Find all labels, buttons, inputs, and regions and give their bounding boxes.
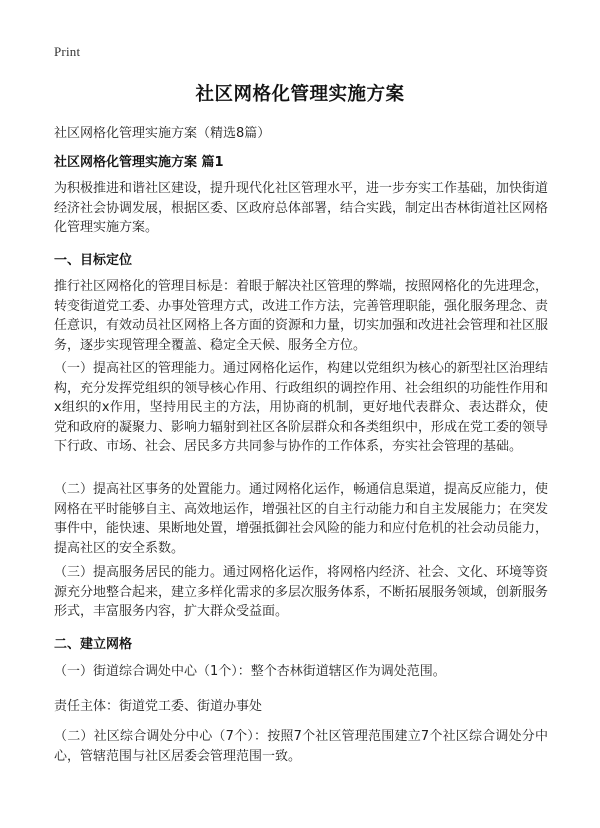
- goals-paragraph: 推行社区网格化的管理目标是：着眼于解决社区管理的弊端，按照网格化的先进理念，转变街道党工委、办事处管理方式，改进工作方法，完善管理职能，强化服务理念、责任意识，有效动员社区网格上各方面的资源和力量，切实加强和改进社会管理和社区服务，逐步实现管理全覆盖、稳定全天候、服务全方位。: [54, 279, 549, 353]
- section-heading-grid: 二、建立网格: [54, 637, 133, 652]
- goals-item-affairs: （二）提高社区事务的处置能力。通过网格化运作，畅通信息渠道，提高反应能力，使网格在平时能够自主、高效地运作，增强社区的自主行动能力和自主发展能力；在突发事件中，能快速、果断地处置，增强抵御社会风险的能力和应付危机的社会动员能力，提高社区的安全系数。: [54, 482, 549, 556]
- intro-paragraph: 为积极推进和谐社区建设，提升现代化社区管理水平，进一步夯实工作基础，加快街道经济社会协调发展，根据区委、区政府总体部署，结合实践，制定出杏林街道社区网格化管理实施方案。: [54, 181, 549, 236]
- grid-item-street-center: （一）街道综合调处中心（1个）：整个杏林街道辖区作为调处范围。: [54, 664, 446, 679]
- grid-item-community-center: （二）社区综合调处分中心（7个）：按照7个社区管理范围建立7个社区综合调处分中心，管辖范围与社区居委会管理范围一致。: [54, 729, 548, 764]
- document-title: 社区网格化管理实施方案: [195, 84, 405, 105]
- section-heading-goals: 一、目标定位: [54, 253, 133, 268]
- print-link[interactable]: Print: [54, 44, 81, 59]
- goals-item-management: （一）提高社区的管理能力。通过网格化运作，构建以党组织为核心的新型社区治理结构，充分发挥党组织的领导核心作用、行政组织的调控作用、社会组织的功能性作用和x组织的x作用，坚持用民主的方法，用协商的机制，更好地代表群众、表达群众，使党和政府的凝聚力、影响力辐射到社区各阶层群众和各类组织中，形成在党工委的领导下行政、市场、社会、居民多方共同参与协作的工作体系，夯实社会管理的基础。: [54, 361, 549, 455]
- grid-responsibility: 责任主体：街道党工委、街道办事处: [54, 699, 263, 714]
- document-subtitle: 社区网格化管理实施方案（精选8篇）: [54, 126, 271, 141]
- part-heading: 社区网格化管理实施方案 篇1: [54, 155, 224, 170]
- goals-item-service: （三）提高服务居民的能力。通过网格化运作，将网格内经济、社会、文化、环境等资源充分地整合起来，建立多样化需求的多层次服务体系，不断拓展服务领域，创新服务形式，丰富服务内容，扩大群众受益面。: [54, 565, 549, 620]
